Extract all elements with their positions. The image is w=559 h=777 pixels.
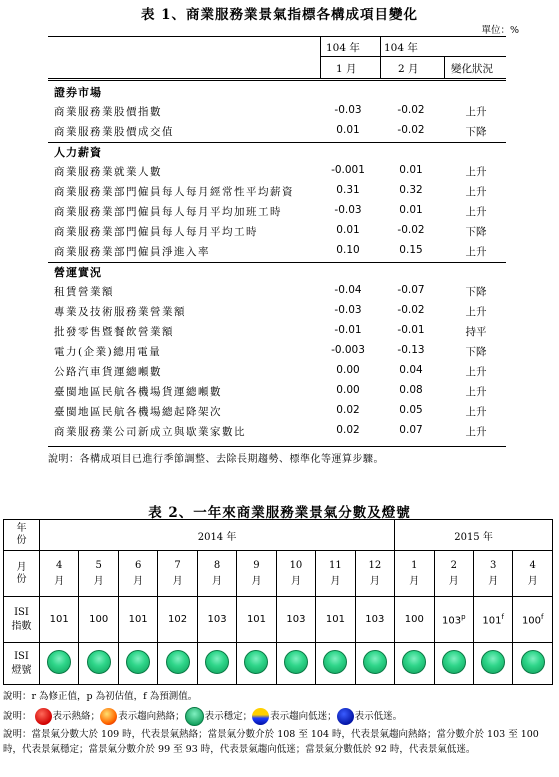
indicator-label: 商業服務業股價成交值 [54,126,174,138]
green-light-icon [363,650,387,674]
change-status: 上升 [465,406,487,418]
value-month-2: 0.04 [399,364,423,376]
month-cell: 4 月 [40,551,79,597]
value-month-2: 0.07 [399,424,423,436]
isi-value: 100$^f$ [513,597,553,643]
change-status: 下降 [465,226,487,238]
isi-light-cell [79,643,118,685]
change-status: 上升 [465,426,487,438]
value-month-2: 0.05 [399,404,423,416]
green-light-icon [402,650,426,674]
header-month-2: 2 月 [398,63,419,75]
change-status: 上升 [465,386,487,398]
month-cell: 9 月 [237,551,276,597]
isi-value: 103 [197,597,236,643]
month-cell: 4 月 [513,551,553,597]
value-month-1: -0.03 [334,204,362,216]
value-month-1: -0.001 [331,164,365,176]
light-legend [3,707,402,726]
header-year-1: 104 年 [326,42,360,54]
legend-text: 表示低迷。 [354,711,403,722]
green-light-icon [521,650,545,674]
indicator-label: 臺閩地區民航各機場貨運總噸數 [54,386,222,398]
value-month-1: 0.02 [336,424,360,436]
change-status: 下降 [465,346,487,358]
table2-note3: 說明：當景氣分數大於 109 時，代表景氣熱絡；當景氣分數介於 108 至 104 時，代表景氣趨向熱絡；當分數介於 103 至 100 時，代表景氣穩定；當景氣分數介於 99 至 93 時，代表景氣趨向低迷；當景氣分數低於 92 時，代表景氣低迷。 [3,729,539,755]
indicator-label: 電力(企業)總用電量 [54,346,162,358]
isi-light-cell [434,643,473,685]
indicator-label: 公路汽車貨運總噸數 [54,366,162,378]
blue-light-icon [337,708,354,725]
value-month-2: -0.02 [397,124,425,136]
value-month-2: -0.02 [397,224,425,236]
header-change: 變化狀況 [451,63,493,75]
isi-light-cell [276,643,315,685]
year-2014: 2014 年 [40,520,395,551]
legend-text: 表示熱絡； [52,711,101,722]
section-title: 營運實況 [54,266,102,279]
unit-label: 單位：% [481,25,519,36]
isi-light-cell [355,643,394,685]
change-status: 上升 [465,306,487,318]
indicator-label: 商業服務業部門僱員每人每月平均工時 [54,226,258,238]
isi-light-cell [40,643,79,685]
table1 [48,36,506,444]
isi-light-cell [118,643,157,685]
legend-prefix: 說明： [3,711,32,722]
month-cell: 7 月 [158,551,197,597]
indicator-label: 商業服務業部門僱員每人每月經常性平均薪資 [54,186,294,198]
green-light-icon [87,650,111,674]
change-status: 持平 [465,326,487,338]
isi-value: 103 [355,597,394,643]
month-cell: 5 月 [79,551,118,597]
isi-value: 100 [395,597,434,643]
indicator-label: 商業服務業公司新成立與歇業家數比 [54,426,246,438]
green-light-icon [442,650,466,674]
rowhead-month: 月份 [4,551,40,597]
green-light-icon [185,707,204,726]
change-status: 下降 [465,126,487,138]
green-light-icon [205,650,229,674]
rowhead-isi: ISI指數 [4,597,40,643]
value-month-2: -0.13 [397,344,425,356]
month-cell: 12 月 [355,551,394,597]
month-cell: 2 月 [434,551,473,597]
isi-light-cell [395,643,434,685]
value-month-2: -0.02 [397,104,425,116]
change-status: 上升 [465,206,487,218]
isi-light-cell [158,643,197,685]
value-month-2: -0.07 [397,284,425,296]
value-month-1: 0.31 [336,184,360,196]
value-month-2: 0.01 [399,164,423,176]
indicator-label: 租賃營業額 [54,286,114,298]
rowhead-light: ISI燈號 [4,643,40,685]
legend-text: 表示趨向熱絡； [118,711,185,722]
table1-title: 表 1、商業服務業景氣指標各構成項目變化 [140,7,419,23]
legend-text: 表示趨向低迷； [270,711,337,722]
table2-title: 表 2、一年來商業服務業景氣分數及燈號 [148,505,411,521]
isi-value: 101 [40,597,79,643]
change-status: 上升 [465,366,487,378]
month-cell: 6 月 [118,551,157,597]
value-month-1: -0.03 [334,104,362,116]
value-month-2: 0.08 [399,384,423,396]
month-cell: 10 月 [276,551,315,597]
green-light-icon [284,650,308,674]
isi-value: 101 [118,597,157,643]
isi-value: 103$^p$ [434,597,473,643]
year-2015: 2015 年 [395,520,553,551]
isi-light-cell [197,643,236,685]
value-month-2: 0.15 [399,244,423,256]
value-month-1: -0.03 [334,304,362,316]
indicator-label: 商業服務業部門僱員淨進入率 [54,246,210,258]
value-month-2: -0.01 [397,324,425,336]
change-status: 上升 [465,246,487,258]
value-month-1: 0.01 [336,224,360,236]
header-year-2: 104 年 [384,42,418,54]
rowhead-year: 年份 [4,520,40,551]
month-cell: 3 月 [473,551,512,597]
header-month-1: 1 月 [336,63,357,75]
table2-note1: 說明：r 為修正值，p 為初估值，f 為預測值。 [3,691,198,702]
value-month-1: -0.003 [331,344,365,356]
green-light-icon [166,650,190,674]
change-status: 上升 [465,166,487,178]
indicator-label: 商業服務業部門僱員每人每月平均加班工時 [54,206,282,218]
yellow-blue-light-icon [252,708,269,725]
value-month-1: 0.02 [336,404,360,416]
value-month-1: 0.00 [336,384,360,396]
isi-light-cell [237,643,276,685]
isi-value: 101$^f$ [473,597,512,643]
isi-light-cell [513,643,553,685]
value-month-1: -0.04 [334,284,362,296]
indicator-label: 商業服務業就業人數 [54,166,162,178]
value-month-2: -0.02 [397,304,425,316]
section-title: 人力薪資 [54,146,102,159]
isi-value: 101 [316,597,355,643]
isi-value: 101 [237,597,276,643]
table2 [3,519,553,685]
indicator-label: 專業及技術服務業營業額 [54,306,186,318]
red-light-icon [35,708,52,725]
section-title: 證券市場 [54,86,102,99]
green-light-icon [47,650,71,674]
value-month-1: 0.01 [336,124,360,136]
green-light-icon [126,650,150,674]
isi-value: 102 [158,597,197,643]
isi-light-cell [316,643,355,685]
green-light-icon [244,650,268,674]
isi-value: 103 [276,597,315,643]
value-month-2: 0.32 [399,184,423,196]
value-month-2: 0.01 [399,204,423,216]
change-status: 下降 [465,286,487,298]
month-cell: 11 月 [316,551,355,597]
value-month-1: 0.10 [336,244,360,256]
yellow-red-light-icon [100,708,117,725]
change-status: 上升 [465,106,487,118]
indicator-label: 臺閩地區民航各機場總起降架次 [54,406,222,418]
green-light-icon [481,650,505,674]
table1-note: 說明：各構成項目已進行季節調整、去除長期趨勢、標準化等運算步驟。 [48,454,384,465]
green-light-icon [323,650,347,674]
value-month-1: -0.01 [334,324,362,336]
month-cell: 8 月 [197,551,236,597]
isi-light-cell [473,643,512,685]
change-status: 上升 [465,186,487,198]
isi-value: 100 [79,597,118,643]
month-cell: 1 月 [395,551,434,597]
legend-text: 表示穩定； [204,711,253,722]
indicator-label: 商業服務業股價指數 [54,106,162,118]
indicator-label: 批發零售暨餐飲營業額 [54,326,174,338]
value-month-1: 0.00 [336,364,360,376]
